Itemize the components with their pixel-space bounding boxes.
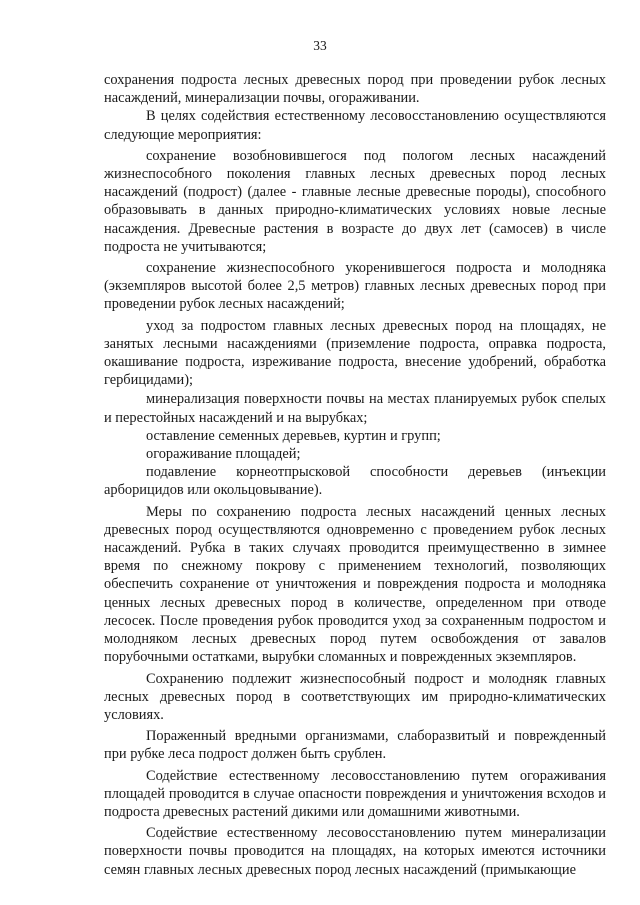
paragraph-fencing-assistance: Содействие естественному лесовосстановлению путем огораживания площадей проводится в случае опасности повреждения и уничтожения всходов и подроста древесных растений дикими или домашними животными. bbox=[104, 767, 606, 820]
page-number: 33 bbox=[313, 38, 327, 53]
paragraph-intro-measures: В целях содействия естественному лесовосстановлению осуществляются следующие мероприятия: bbox=[104, 108, 606, 143]
list-item-regrowth-care: уход за подростом главных лесных древесных пород на площадях, не занятых лесными насаждениями (приземление подроста, оправка подроста, окашивание подроста, изреживание подроста, внесение удобрений, обработка гербицидами); bbox=[104, 317, 606, 389]
paragraph-viable-regrowth: Сохранению подлежит жизнеспособный подрост и молодняк главных лесных древесных пород в соответствующих им природно-климатических условиях. bbox=[104, 670, 606, 723]
list-item-soil-mineralization: минерализация поверхности почвы на местах планируемых рубок спелых и перестойных насаждений и на вырубках; bbox=[104, 391, 606, 426]
list-item-preserve-regrowth: сохранение возобновившегося под пологом лесных насаждений жизнеспособного поколения главных лесных древесных пород лесных насаждений (подрост) (далее - главные лесные древесные породы), способного образовывать в данных природно-климатических условиях новые лесные насаждения. Древесные растения в возрасте до двух лет (самосев) в числе подроста не учитываются; bbox=[104, 147, 606, 255]
paragraph-valuable-species: Меры по сохранению подроста лесных насаждений ценных лесных древесных пород осуществляются одновременно с проведением рубок лесных насаждений. Рубка в таких случаях проводится преимущественно в зимнее время по снежному покрову с применением технологий, позволяющих обеспечить сохранение от уничтожения и повреждения подроста и молодняка ценных лесных древесных пород в количестве, определенном при отводе лесосек. После проведения рубок проводится уход за сохраненным подростом и молодняком лесных древесных пород путем освобождения от завалов порубочными остатками, вырубки сломанных и поврежденных экземпляров. bbox=[104, 503, 606, 666]
page-body bbox=[104, 71, 606, 879]
paragraph-mineralization-assistance: Содействие естественному лесовосстановлению путем минерализации поверхности почвы проводится на площадях, на которых имеются источники семян главных лесных древесных пород лесных насаждений (примыкающие bbox=[104, 825, 606, 878]
paragraph-continuation: сохранения подроста лесных древесных пород при проведении рубок лесных насаждений, минерализации почвы, огораживании. bbox=[104, 72, 606, 107]
list-item-fencing: огораживание площадей; bbox=[146, 446, 301, 463]
paragraph-damaged-regrowth: Пораженный вредными организмами, слаборазвитый и поврежденный при рубке леса подрост должен быть срублен. bbox=[104, 728, 606, 763]
list-item-preserve-young-growth: сохранение жизнеспособного укоренившегося подроста и молодняка (экземпляров высотой более 2,5 метров) главных лесных древесных пород при проведении рубок лесных насаждений; bbox=[104, 260, 606, 313]
list-item-seed-trees: оставление семенных деревьев, куртин и групп; bbox=[146, 427, 441, 444]
list-item-root-suppression: подавление корнеотпрысковой способности деревьев (инъекции арборицидов или окольцовывание). bbox=[104, 464, 606, 499]
